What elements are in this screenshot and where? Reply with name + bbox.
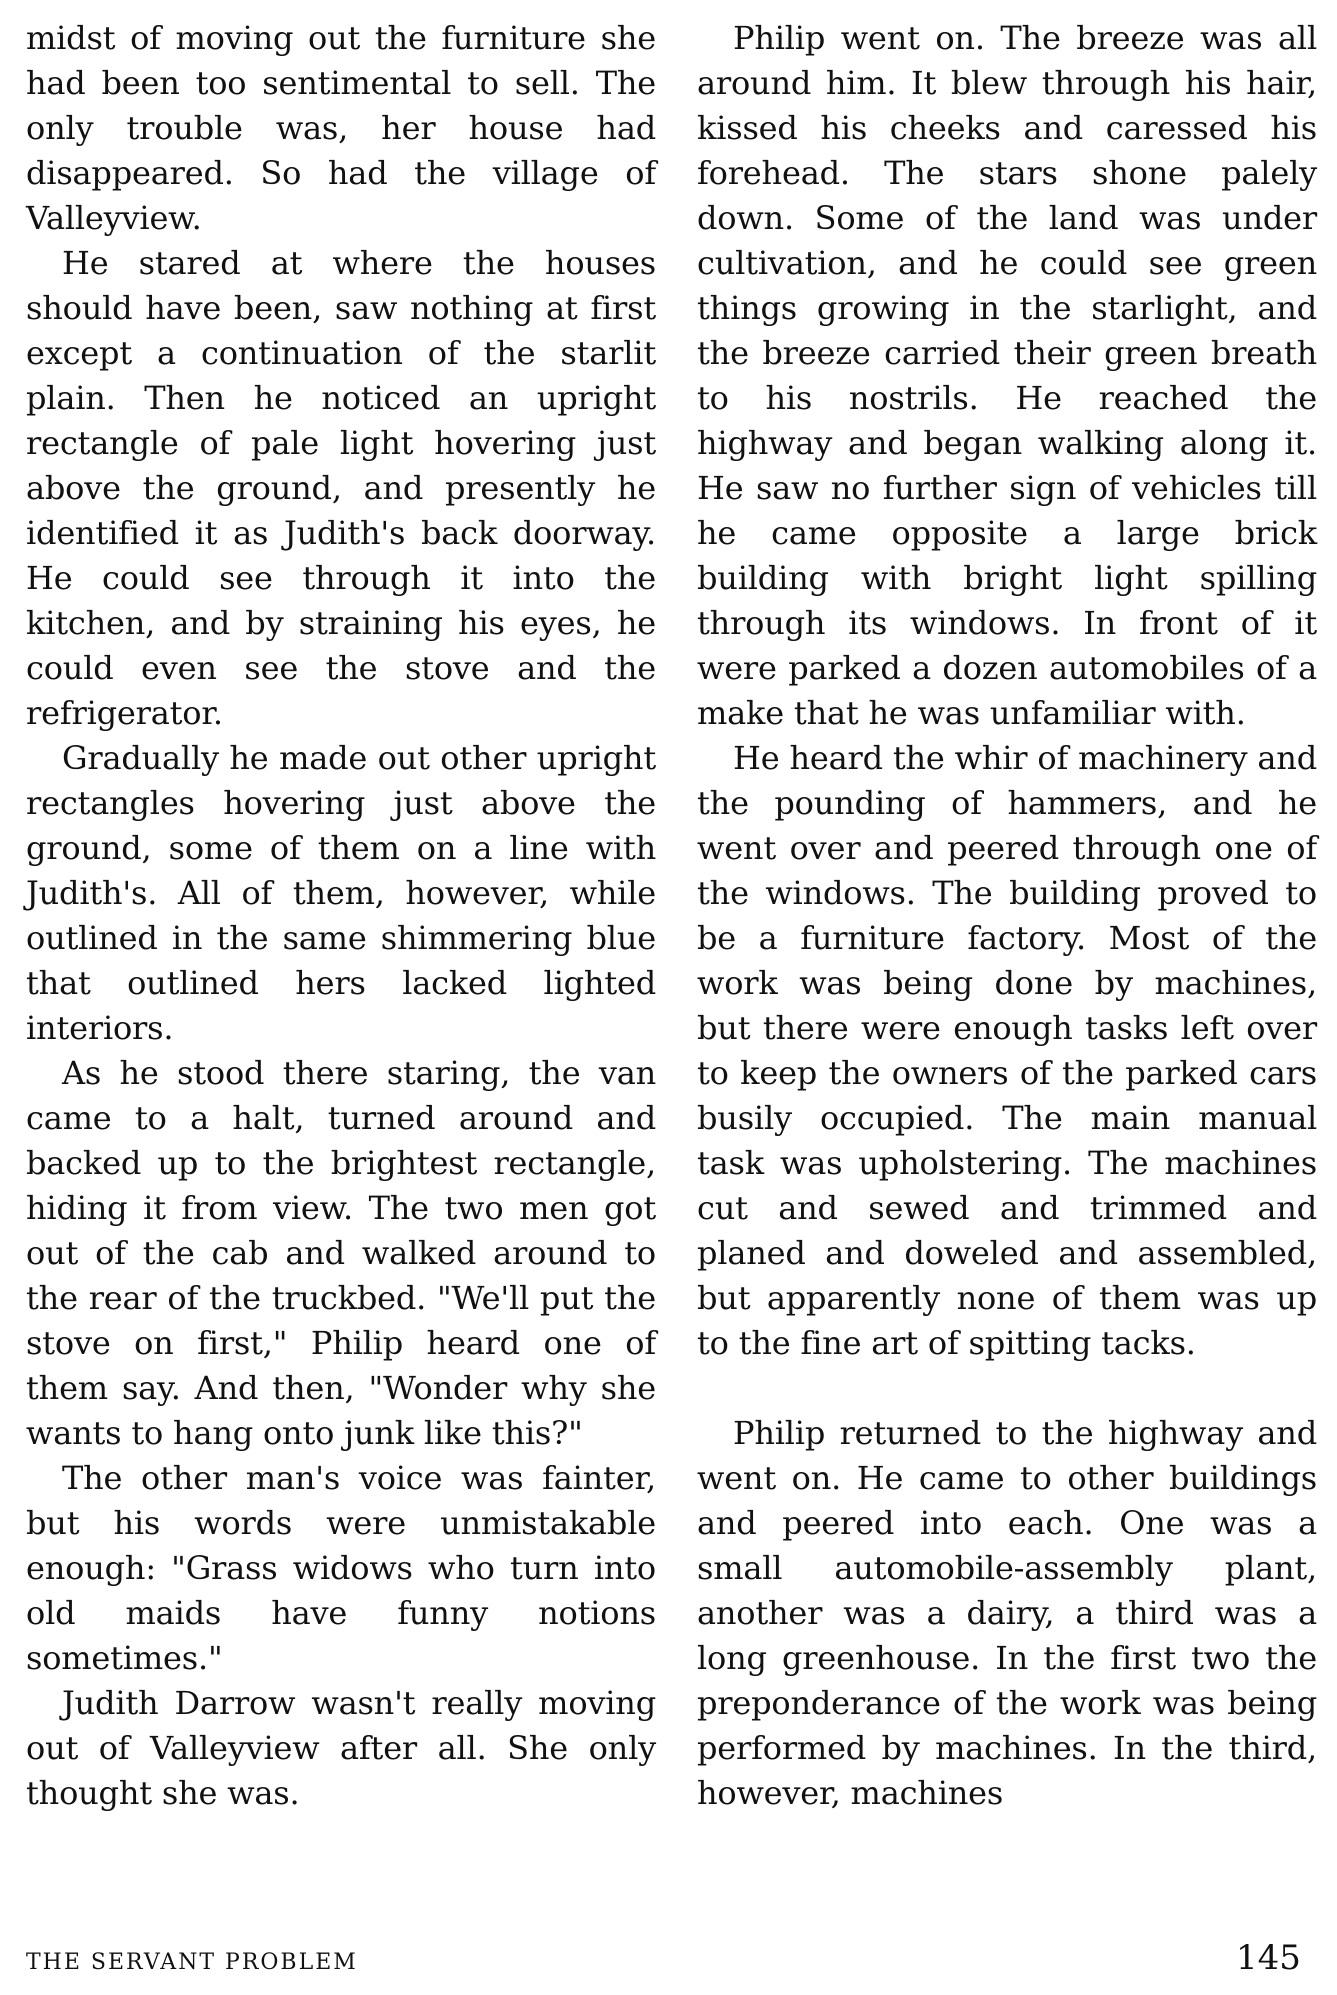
paragraph: midst of moving out the furniture she had been too sentimental to sell. The only trouble was, her house had disappeared. So had the village of Valleyview. <box>26 19 656 237</box>
paragraph: Philip returned to the highway and went on. He came to other buildings and peered into each. One was a small automobile-assembly plant, another was a dairy, a third was a long greenhouse. In the first two the preponderance of the work was being performed by machines. In the third, however, machines <box>697 1414 1317 1812</box>
running-title: THE SERVANT PROBLEM <box>26 1950 358 1975</box>
paragraph: Judith Darrow wasn't really moving out of Valleyview after all. She only thought she was. <box>26 1684 656 1812</box>
paragraph: He stared at where the houses should have been, saw nothing at first except a continuation of the starlit plain. Then he noticed an upright rectangle of pale light hovering just above the ground, and presently he identified it as Judith's back doorway. He could see through it into the kitchen, and by straining his eyes, he could even see the stove and the refrigerator. <box>26 244 656 732</box>
paragraph: Gradually he made out other upright rectangles hovering just above the ground, some of them on a line with Judith's. All of them, however, while outlined in the same shimmering blue that outlined hers lacked lighted interiors. <box>26 739 656 1047</box>
right-text-column <box>697 16 1317 1816</box>
paragraph: Philip went on. The breeze was all around him. It blew through his hair, kissed his cheeks and caressed his forehead. The stars shone palely down. Some of the land was under cultivation, and he could see green things growing in the starlight, and the breeze carried their green breath to his nostrils. He reached the highway and began walking along it. He saw no further sign of vehicles till he came opposite a large brick building with bright light spilling through its windows. In front of it were parked a dozen automobiles of a make that he was unfamiliar with. <box>697 19 1317 732</box>
paragraph: As he stood there staring, the van came to a halt, turned around and backed up to the brightest rectangle, hiding it from view. The two men got out of the cab and walked around to the rear of the truckbed. "We'll put the stove on first," Philip heard one of them say. And then, "Wonder why she wants to hang onto junk like this?" <box>26 1054 656 1452</box>
paragraph: He heard the whir of machinery and the pounding of hammers, and he went over and peered through one of the windows. The building proved to be a furniture factory. Most of the work was being done by machines, but there were enough tasks left over to keep the owners of the parked cars busily occupied. The main manual task was upholstering. The machines cut and sewed and trimmed and planed and doweled and assembled, but apparently none of them was up to the fine art of spitting tacks. <box>697 739 1317 1362</box>
page-number: 145 <box>1236 1938 1301 1978</box>
left-text-column <box>26 16 656 1816</box>
paragraph: The other man's voice was fainter, but his words were unmistakable enough: "Grass widows who turn into old maids have funny notions sometimes." <box>26 1459 656 1677</box>
